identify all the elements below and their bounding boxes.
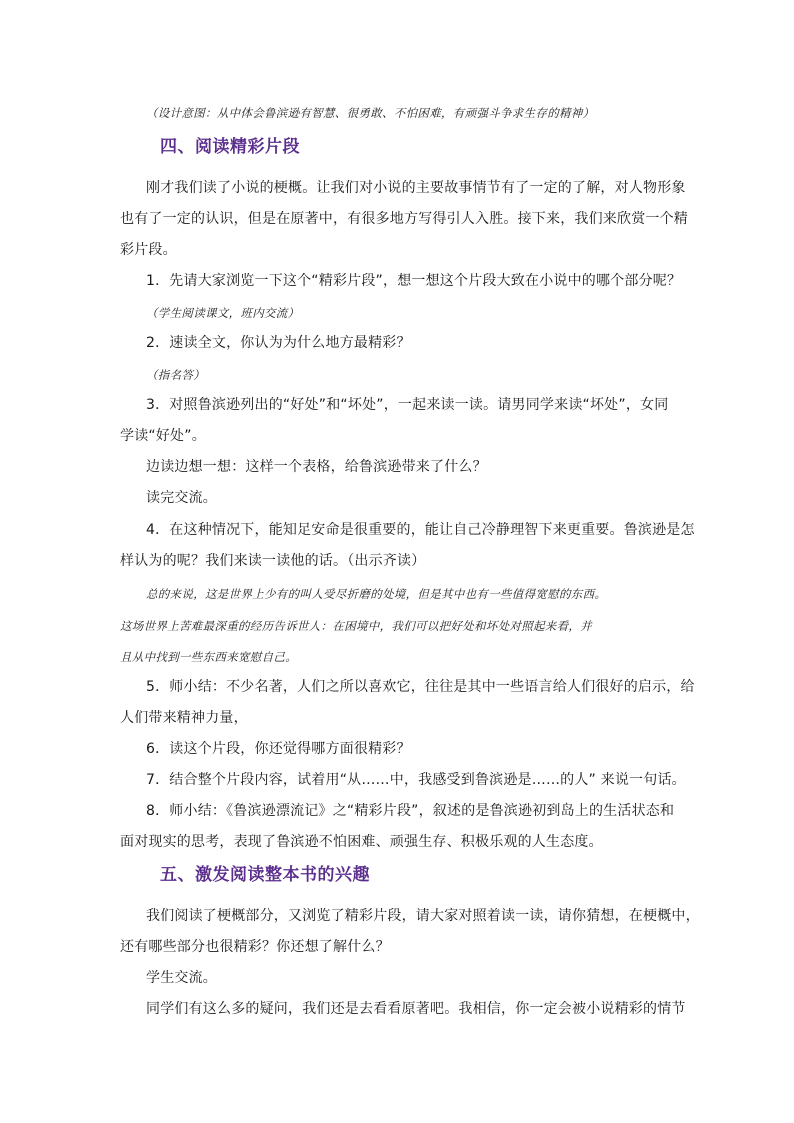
- paragraph-line: 我们阅读了梗概部分，又浏览了精彩片段，请大家对照着读一读，请你猜想，在梗概中，: [146, 908, 700, 924]
- section-heading-4: 四、阅读精彩片段: [160, 137, 300, 157]
- paragraph-line: 还有哪些部分也很精彩？你还想了解什么？: [120, 939, 390, 955]
- list-item-continuation: 样认为的呢？我们来读一读他的话。（出示齐读）: [120, 553, 426, 569]
- paragraph-line: 彩片段。: [120, 242, 177, 258]
- section-heading-5: 五、激发阅读整本书的兴趣: [160, 865, 370, 885]
- paragraph-line: 读完交流。: [146, 490, 217, 506]
- list-item: 6．读这个片段，你还觉得哪方面很精彩？: [146, 741, 411, 757]
- design-intent-note: （设计意图：从中体会鲁滨逊有智慧、很勇敢、不怕困难，有顽强斗争求生存的精神）: [146, 106, 595, 120]
- paragraph-line: 同学们有这么多的疑问，我们还是去看看原著吧。我相信，你一定会被小说精彩的情节: [146, 1001, 686, 1017]
- list-item: 2．速读全文，你认为为什么地方最精彩？: [146, 335, 411, 351]
- list-item: 1．先请大家浏览一下这个“精彩片段”，想一想这个片段大致在小说中的哪个部分呢？: [146, 273, 682, 289]
- paragraph-line: 刚才我们读了小说的梗概。让我们对小说的主要故事情节有了一定的了解，对人物形象: [146, 180, 686, 196]
- list-item: 7．结合整个片段内容，试着用“从……中，我感受到鲁滨逊是……的人” 来说一句话。: [146, 772, 686, 788]
- list-item: 8．师小结：《鲁滨逊漂流记》之“精彩片段”，叙述的是鲁滨逊初到岛上的生活状态和: [146, 803, 675, 819]
- list-item: 5．师小结：不少名著，人们之所以喜欢它，往往是其中一些语言给人们很好的启示，给: [146, 679, 695, 695]
- list-item: 4．在这种情况下，能知足安命是很重要的，能让自己冷静理智下来更重要。鲁滨逊是怎: [146, 522, 695, 538]
- paragraph-line: 学生交流。: [146, 970, 217, 986]
- quote-line: 总的来说，这是世界上少有的叫人受尽折磨的处境，但是其中也有一些值得宽慰的东西。: [146, 587, 607, 601]
- quote-line: 且从中找到一些东西来宽慰自己。: [120, 650, 297, 664]
- list-item-continuation: 人们带来精神力量，: [120, 710, 248, 726]
- list-item: 3．对照鲁滨逊列出的“好处”和“坏处”，一起来读一读。请男同学来读“坏处”，女同: [146, 397, 669, 413]
- list-item-continuation: 学读“好处”。: [120, 428, 206, 444]
- quote-line: 这场世界上苦难最深重的经历告诉世人：在困境中，我们可以把好处和坏处对照起来看，并: [120, 619, 592, 633]
- list-item-continuation: 面对现实的思考，表现了鲁滨逊不怕困难、顽强生存、积极乐观的人生态度。: [120, 834, 603, 850]
- note: （指名答）: [146, 368, 205, 382]
- paragraph-line: 边读边想一想：这样一个表格，给鲁滨逊带来了什么？: [146, 459, 487, 475]
- note: （学生阅读课文，班内交流）: [146, 306, 300, 320]
- paragraph-line: 也有了一定的认识，但是在原著中，有很多地方写得引人入胜。接下来，我们来欣赏一个精: [120, 211, 688, 227]
